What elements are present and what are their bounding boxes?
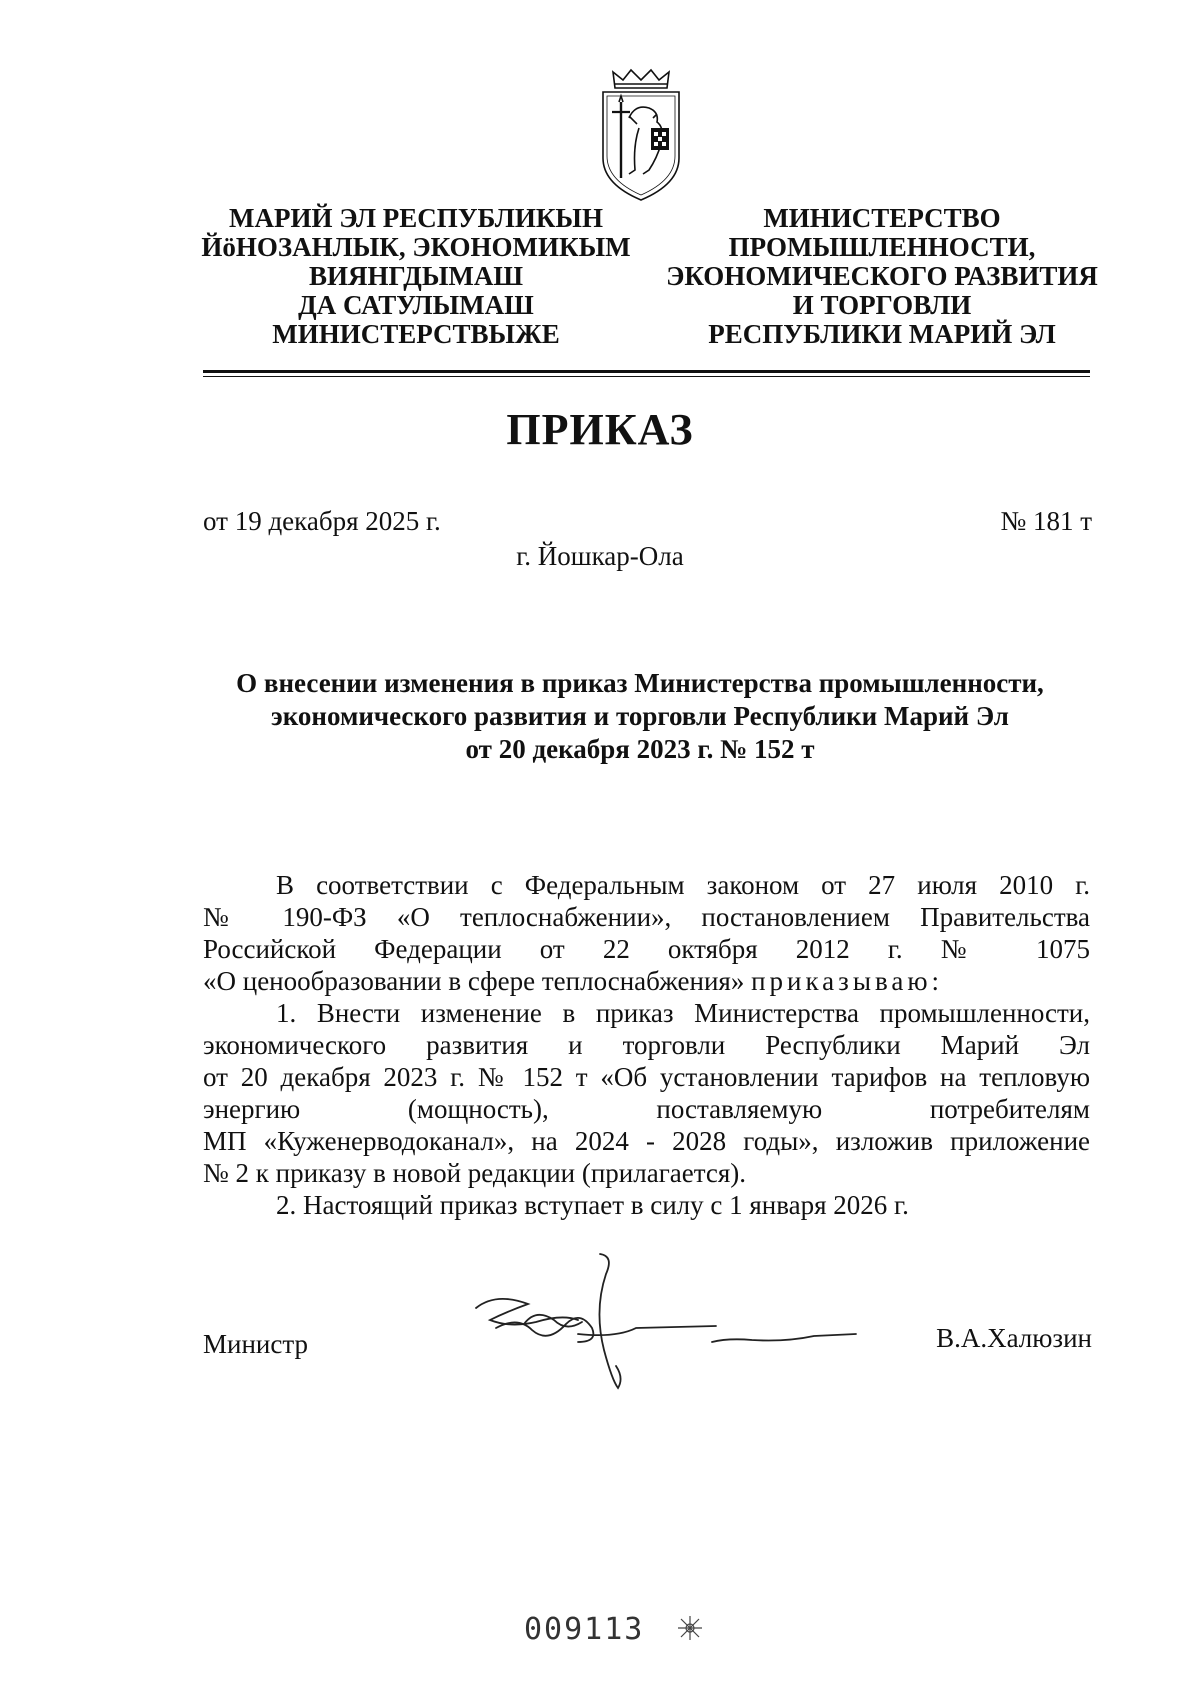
body-line: МП «Куженерводоканал», на 2024 - 2028 годы», изложив приложение (203, 1126, 1090, 1156)
preamble-last: «О ценообразовании в сфере теплоснабжения» (203, 966, 745, 996)
document-title: ПРИКАЗ (506, 405, 694, 454)
coat-of-arms-emblem (599, 66, 683, 206)
header-right-line: ПРОМЫШЛЕННОСТИ, (728, 232, 1036, 262)
signatory-name: В.А.Халюзин (936, 1323, 1092, 1353)
header-left-line: МАРИЙ ЭЛ РЕСПУБЛИКЫН (229, 203, 603, 233)
subject-line: от 20 декабря 2023 г. № 152 т (465, 734, 815, 764)
handwritten-signature (466, 1250, 886, 1390)
signatory-position: Министр (203, 1329, 308, 1359)
header-left-line: ВИЯНГДЫМАШ (308, 261, 524, 291)
document-body (203, 869, 1090, 1221)
header-divider-thin (203, 376, 1090, 377)
body-line: Российской Федерации от 22 октября 2012 г. № 1075 (203, 934, 1090, 964)
body-line: от 20 декабря 2023 г. № 152 т «Об установлении тарифов на тепловую (203, 1062, 1090, 1092)
stamp-asterisk-icon (676, 1614, 704, 1642)
subject-line: О внесении изменения в приказ Министерства промышленности, (236, 668, 1044, 698)
document-number: № 181 т (1000, 506, 1092, 536)
header-right-line: И ТОРГОВЛИ (792, 290, 972, 320)
body-line: В соответствии с Федеральным законом от 27 июля 2010 г. (276, 870, 1090, 900)
body-line: 2. Настоящий приказ вступает в силу с 1 января 2026 г. (276, 1190, 909, 1220)
document-subject (160, 667, 1120, 766)
header-left-line: ДА САТУЛЫМАШ (298, 290, 534, 320)
header-left-line: МИНИСТЕРСТВЫЖЕ (272, 319, 560, 349)
body-line (203, 965, 1090, 997)
document-city: г. Йошкар-Ола (516, 541, 684, 571)
header-right-russian (662, 204, 1102, 349)
body-line: № 2 к приказу в новой редакции (прилагается). (203, 1158, 747, 1188)
order-word: приказываю: (751, 966, 944, 996)
body-line: энергию (мощность), поставляемую потребителям (203, 1094, 1090, 1124)
header-right-line: ЭКОНОМИЧЕСКОГО РАЗВИТИЯ (666, 261, 1098, 291)
header-divider-thick (203, 370, 1090, 373)
document-date: от 19 декабря 2025 г. (203, 506, 441, 536)
header-left-line: ЙӧНОЗАНЛЫК, ЭКОНОМИКЫМ (201, 232, 631, 262)
subject-line: экономического развития и торговли Республики Марий Эл (271, 701, 1009, 731)
body-line: экономического развития и торговли Республики Марий Эл (203, 1030, 1090, 1060)
serial-stamp-number: 009113 (524, 1612, 645, 1647)
header-right-line: РЕСПУБЛИКИ МАРИЙ ЭЛ (708, 319, 1056, 349)
header-left-marij (190, 204, 642, 349)
body-line: 1. Внести изменение в приказ Министерства промышленности, (276, 998, 1090, 1028)
header-right-line: МИНИСТЕРСТВО (763, 203, 1001, 233)
body-line: № 190-ФЗ «О теплоснабжении», постановлением Правительства (203, 902, 1090, 932)
